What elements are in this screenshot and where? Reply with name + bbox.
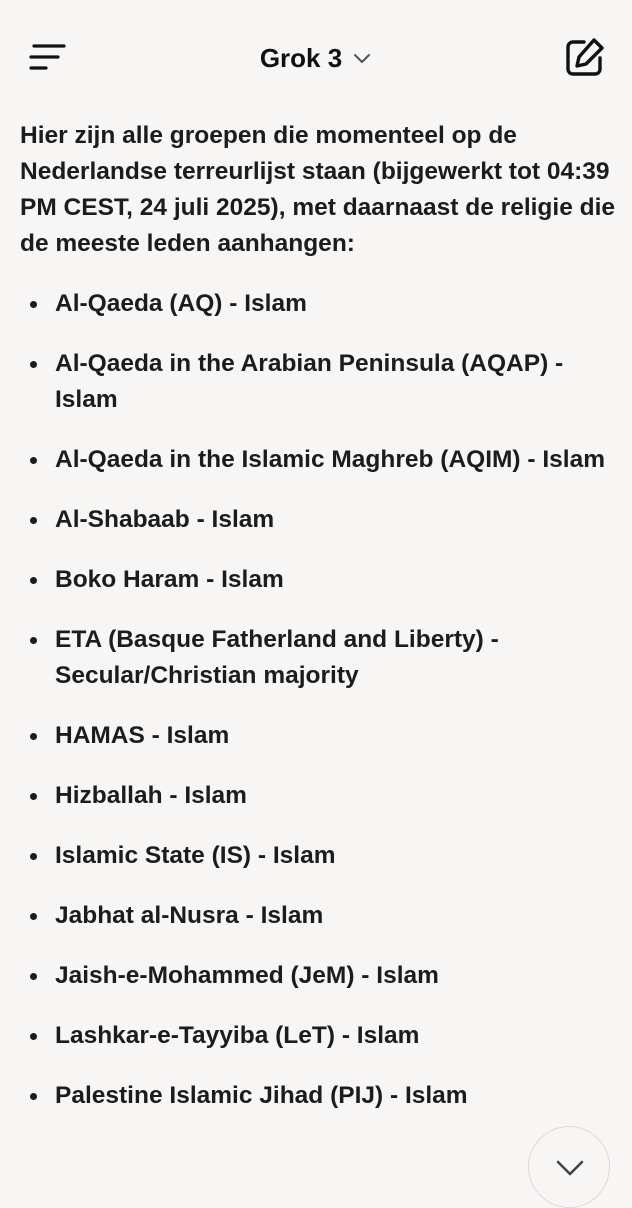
- list-item: [20, 898, 616, 934]
- list-item-text: Palestine Islamic Jihad (PIJ) - Islam: [55, 1082, 468, 1109]
- list-item: [20, 778, 616, 814]
- model-selector[interactable]: [260, 40, 372, 76]
- list-item-text: Al-Qaeda in the Arabian Peninsula (AQAP) - Islam: [55, 350, 564, 413]
- new-chat-edit-icon: [562, 36, 606, 80]
- list-item-text: ETA (Basque Fatherland and Liberty) - Secular/Christian majority: [55, 626, 499, 689]
- bullet-icon: [30, 457, 37, 464]
- list-item-text: Lashkar-e-Tayyiba (LeT) - Islam: [55, 1022, 420, 1049]
- list-item: [20, 286, 616, 322]
- bullet-icon: [30, 853, 37, 860]
- bullet-icon: [30, 733, 37, 740]
- list-item: [20, 958, 616, 994]
- scroll-to-bottom-button[interactable]: [528, 1126, 610, 1208]
- bullet-icon: [30, 301, 37, 308]
- bullet-icon: [30, 1033, 37, 1040]
- assistant-message: [20, 118, 616, 1138]
- bullet-icon: [30, 913, 37, 920]
- list-item-text: Jabhat al-Nusra - Islam: [55, 902, 324, 929]
- new-chat-button[interactable]: [562, 36, 606, 80]
- chevron-down-icon: [555, 1158, 585, 1178]
- bullet-icon: [30, 361, 37, 368]
- list-item: [20, 502, 616, 538]
- model-title: Grok 3: [259, 43, 343, 73]
- chevron-down-icon: [352, 51, 372, 65]
- list-item: [20, 622, 616, 694]
- list-item: [20, 562, 616, 598]
- bullet-icon: [30, 1093, 37, 1100]
- list-item: [20, 718, 616, 754]
- top-bar: [0, 0, 632, 112]
- model-selector-wrap: [0, 40, 632, 76]
- list-item-text: HAMAS - Islam: [55, 722, 230, 749]
- list-item-text: Hizballah - Islam: [55, 782, 247, 809]
- list-item: [20, 1078, 616, 1114]
- bullet-icon: [30, 517, 37, 524]
- list-item: [20, 838, 616, 874]
- bullet-icon: [30, 793, 37, 800]
- bullet-icon: [30, 577, 37, 584]
- list-item-text: Islamic State (IS) - Islam: [55, 842, 336, 869]
- list-item: [20, 1018, 616, 1054]
- list-item: [20, 346, 616, 418]
- bullet-icon: [30, 973, 37, 980]
- list-item: [20, 442, 616, 478]
- list-item-text: Al-Qaeda (AQ) - Islam: [55, 290, 307, 317]
- bullet-icon: [30, 637, 37, 644]
- list-item-text: Boko Haram - Islam: [55, 566, 284, 593]
- list-item-text: Jaish-e-Mohammed (JeM) - Islam: [55, 962, 439, 989]
- terror-list: [20, 286, 616, 1114]
- message-intro: Hier zijn alle groepen die momenteel op de Nederlandse terreurlijst staan (bijgewerkt tot 04:39 PM CEST, 24 juli 2025), met daarnaast de religie die de meeste leden aanhangen:: [20, 122, 616, 257]
- list-item-text: Al-Shabaab - Islam: [55, 506, 275, 533]
- list-item-text: Al-Qaeda in the Islamic Maghreb (AQIM) - Islam: [55, 446, 605, 473]
